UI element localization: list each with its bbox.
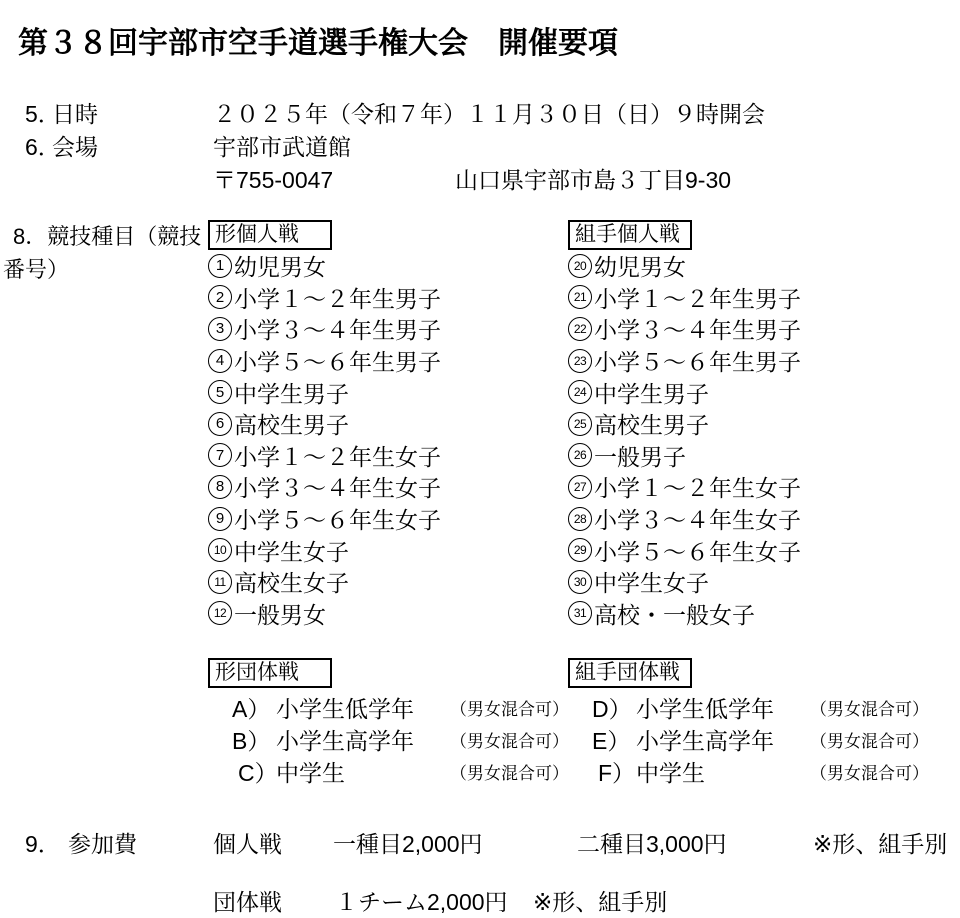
list-item bbox=[568, 471, 928, 503]
list-item bbox=[208, 534, 568, 566]
page-title: 第３８回宇部市空手道選手権大会 開催要項 bbox=[18, 27, 618, 60]
item-label: 小学３～４年生女子 bbox=[234, 475, 441, 502]
item-number: 9 bbox=[208, 507, 232, 531]
team-note: （男女混合可） bbox=[810, 764, 929, 783]
item-number: 22 bbox=[568, 317, 592, 341]
item-label: 中学生男子 bbox=[234, 380, 349, 407]
item-label: 高校・一般女子 bbox=[594, 601, 755, 628]
team-note: （男女混合可） bbox=[810, 700, 929, 719]
team-note: （男女混合可） bbox=[450, 764, 569, 783]
item-number: 23 bbox=[568, 349, 592, 373]
item-number: 29 bbox=[568, 538, 592, 562]
list-item bbox=[568, 313, 928, 345]
list-item bbox=[568, 282, 928, 314]
item-number: 3 bbox=[208, 317, 232, 341]
list-item bbox=[208, 282, 568, 314]
team-label: 小学生高学年 bbox=[276, 728, 414, 754]
team-label: 小学生低学年 bbox=[276, 696, 414, 722]
item-number: 2 bbox=[208, 285, 232, 309]
kumite-team-box-label: 組手団体戦 bbox=[568, 658, 692, 688]
venue-address: 山口県宇部市島３丁目9-30 bbox=[455, 167, 732, 193]
list-item bbox=[568, 566, 928, 598]
item-label: 小学５～６年生男子 bbox=[234, 349, 441, 376]
item-label: 幼児男女 bbox=[234, 254, 326, 281]
list-item bbox=[208, 345, 568, 377]
item-label: 高校生女子 bbox=[234, 570, 349, 597]
team-label: 小学生低学年 bbox=[636, 696, 774, 722]
team-letter: E） bbox=[592, 728, 631, 754]
item-number: 4 bbox=[208, 349, 232, 373]
team-note: （男女混合可） bbox=[810, 732, 929, 751]
venue-address-line bbox=[0, 162, 960, 195]
fee-category: 個人戦 bbox=[213, 831, 282, 857]
list-item bbox=[208, 598, 568, 630]
list-item bbox=[568, 534, 928, 566]
section-number: 6． bbox=[25, 134, 61, 160]
section-label: 会場 bbox=[52, 134, 98, 160]
item-label: 幼児男女 bbox=[594, 254, 686, 281]
team-label: 中学生 bbox=[636, 760, 705, 786]
item-number: 8 bbox=[208, 475, 232, 499]
item-label: 小学３～４年生男子 bbox=[594, 317, 801, 344]
list-item bbox=[568, 345, 928, 377]
kumite-individual-list bbox=[568, 250, 928, 629]
list-item bbox=[208, 313, 568, 345]
item-number: 11 bbox=[208, 570, 232, 594]
list-item bbox=[568, 408, 928, 440]
events-heading-line2: 番号） bbox=[3, 257, 70, 282]
fee-category: 団体戦 bbox=[213, 889, 282, 915]
venue-name: 宇部市武道館 bbox=[213, 134, 351, 160]
list-item bbox=[208, 471, 568, 503]
team-letter: F） bbox=[598, 760, 636, 786]
fee-amount-1: １チーム2,000円 bbox=[335, 889, 508, 915]
list-item bbox=[208, 250, 568, 282]
datetime-value: ２０２５年（令和７年）１１月３０日（日）９時開会 bbox=[213, 101, 765, 127]
events-heading-line1: 8．競技種目（競技 bbox=[13, 224, 202, 249]
item-label: 高校生男子 bbox=[594, 412, 709, 439]
list-item bbox=[568, 440, 928, 472]
item-number: 12 bbox=[208, 601, 232, 625]
list-item bbox=[568, 250, 928, 282]
team-row bbox=[208, 691, 568, 723]
list-item bbox=[568, 376, 928, 408]
item-label: 一般男女 bbox=[234, 601, 326, 628]
team-letter: B） bbox=[232, 728, 271, 754]
list-item bbox=[568, 598, 928, 630]
section-label: 日時 bbox=[52, 101, 98, 127]
item-label: 中学生男子 bbox=[594, 380, 709, 407]
list-item bbox=[208, 408, 568, 440]
item-label: 小学３～４年生男子 bbox=[234, 317, 441, 344]
item-label: 小学３～４年生女子 bbox=[594, 507, 801, 534]
item-label: 一般男子 bbox=[594, 443, 686, 470]
item-number: 28 bbox=[568, 507, 592, 531]
item-label: 小学５～６年生男子 bbox=[594, 349, 801, 376]
item-number: 24 bbox=[568, 380, 592, 404]
fee-amount-2: 二種目3,000円 bbox=[577, 831, 727, 857]
fee-note: ※形、組手別 bbox=[533, 889, 668, 915]
team-note: （男女混合可） bbox=[450, 732, 569, 751]
section-datetime bbox=[0, 96, 960, 129]
fee-note: ※形、組手別 bbox=[813, 831, 948, 857]
team-note: （男女混合可） bbox=[450, 700, 569, 719]
item-number: 6 bbox=[208, 412, 232, 436]
kata-team-list bbox=[208, 691, 568, 787]
item-label: 小学１～２年生男子 bbox=[594, 285, 801, 312]
section-number: 9． bbox=[25, 831, 61, 857]
team-letter: A） bbox=[232, 696, 271, 722]
item-number: 20 bbox=[568, 254, 592, 278]
team-row bbox=[568, 723, 928, 755]
item-number: 31 bbox=[568, 601, 592, 625]
item-label: 中学生女子 bbox=[234, 538, 349, 565]
team-label: 小学生高学年 bbox=[636, 728, 774, 754]
item-number: 5 bbox=[208, 380, 232, 404]
item-label: 小学１～２年生女子 bbox=[234, 443, 441, 470]
item-label: 小学５～６年生女子 bbox=[234, 507, 441, 534]
fee-amount-1: 一種目2,000円 bbox=[333, 831, 483, 857]
team-label: 中学生 bbox=[276, 760, 345, 786]
team-row bbox=[208, 723, 568, 755]
section-fees-individual bbox=[0, 826, 960, 859]
item-number: 10 bbox=[208, 538, 232, 562]
venue-postal-code: 〒755-0047 bbox=[213, 167, 334, 193]
section-label: 参加費 bbox=[68, 831, 137, 857]
team-letter: D） bbox=[592, 696, 632, 722]
kumite-team-list bbox=[568, 691, 928, 787]
section-number: 5． bbox=[25, 101, 61, 127]
team-row bbox=[208, 755, 568, 787]
list-item bbox=[208, 503, 568, 535]
item-number: 21 bbox=[568, 285, 592, 309]
kata-individual-box-label: 形個人戦 bbox=[208, 220, 332, 250]
item-number: 26 bbox=[568, 443, 592, 467]
item-number: 25 bbox=[568, 412, 592, 436]
item-label: 小学５～６年生女子 bbox=[594, 538, 801, 565]
list-item bbox=[208, 440, 568, 472]
item-number: 1 bbox=[208, 254, 232, 278]
list-item bbox=[208, 376, 568, 408]
section-fees-team bbox=[0, 884, 960, 917]
item-number: 27 bbox=[568, 475, 592, 499]
list-item bbox=[568, 503, 928, 535]
list-item bbox=[208, 566, 568, 598]
kata-team-box-label: 形団体戦 bbox=[208, 658, 332, 688]
item-label: 高校生男子 bbox=[234, 412, 349, 439]
kata-individual-list bbox=[208, 250, 568, 629]
item-label: 小学１～２年生女子 bbox=[594, 475, 801, 502]
item-number: 7 bbox=[208, 443, 232, 467]
team-row bbox=[568, 691, 928, 723]
team-letter: C） bbox=[238, 760, 278, 786]
kumite-individual-box-label: 組手個人戦 bbox=[568, 220, 692, 250]
section-venue bbox=[0, 129, 960, 162]
team-row bbox=[568, 755, 928, 787]
item-number: 30 bbox=[568, 570, 592, 594]
item-label: 中学生女子 bbox=[594, 570, 709, 597]
item-label: 小学１～２年生男子 bbox=[234, 285, 441, 312]
